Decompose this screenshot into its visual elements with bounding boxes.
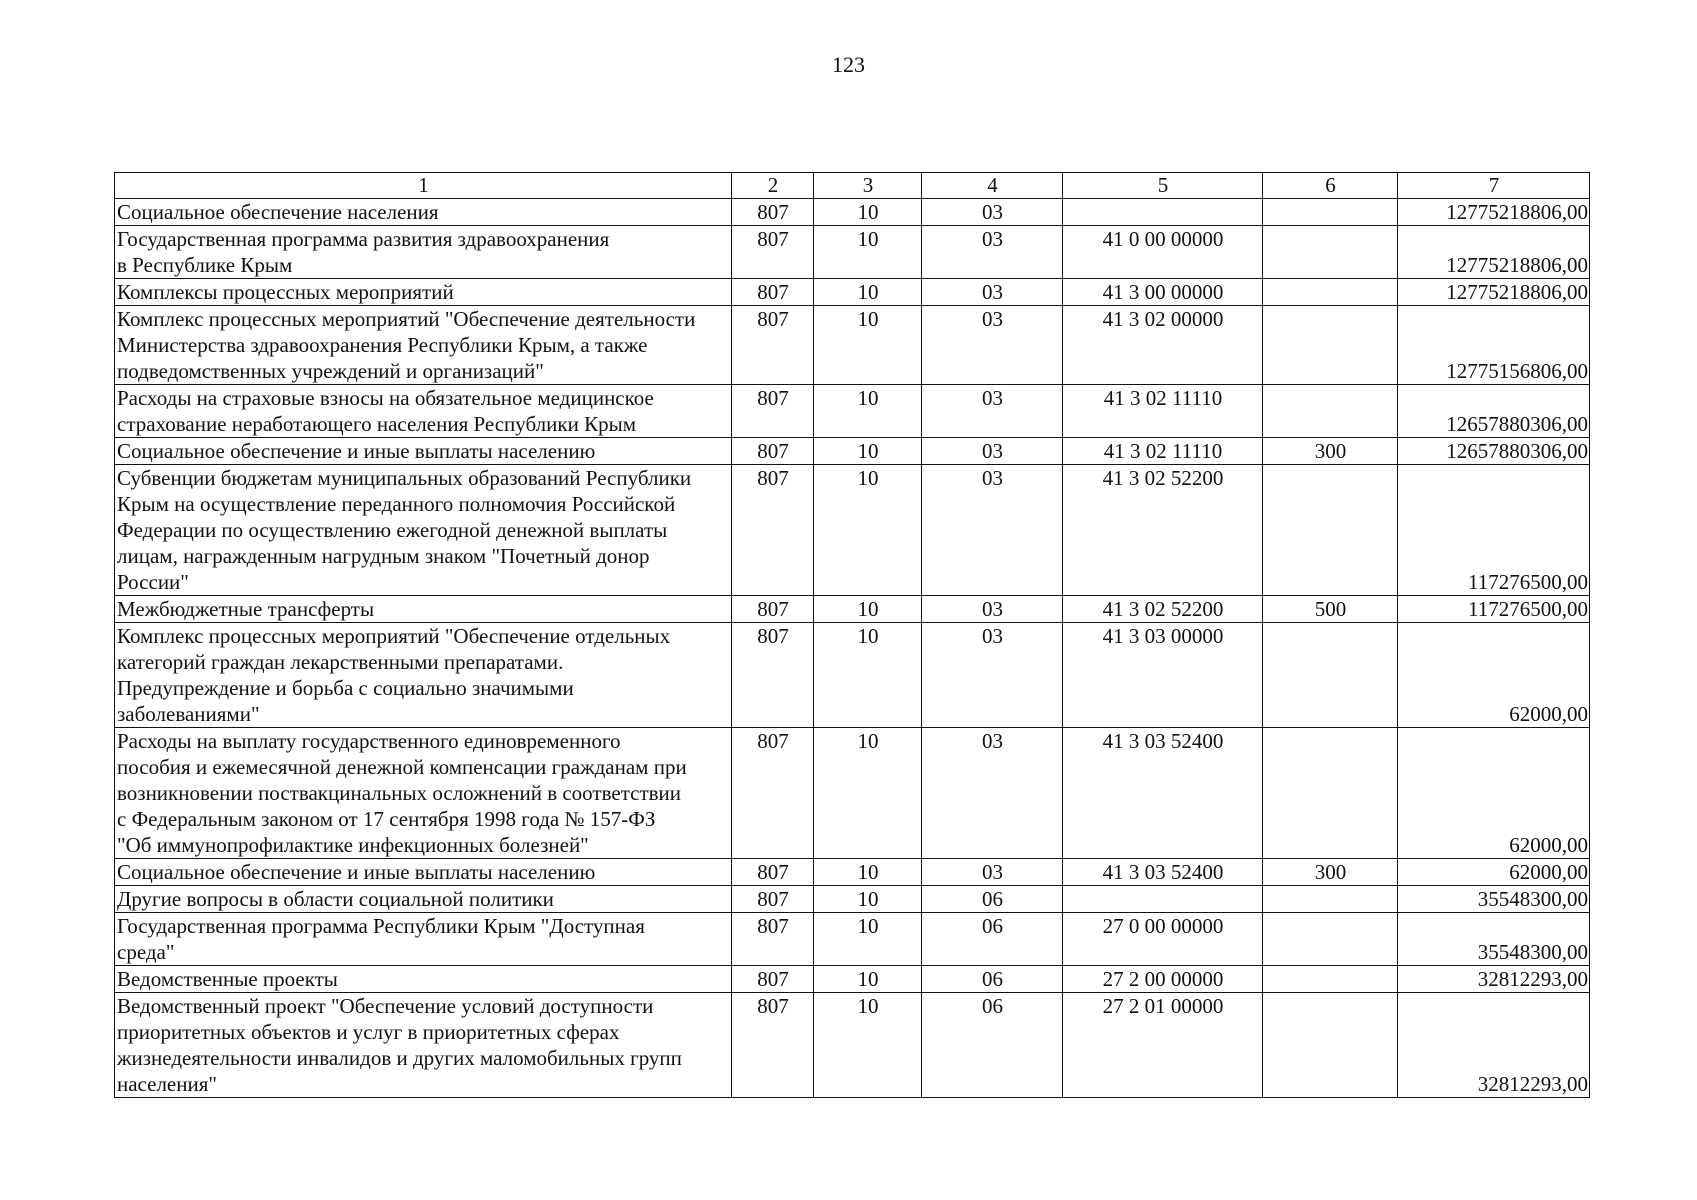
page-number: 123 bbox=[832, 52, 865, 77]
row-target-article-cell: 41 3 02 11110 bbox=[1063, 385, 1263, 438]
row-name-cell: Социальное обеспечение населения bbox=[115, 199, 732, 226]
row-target-article-cell: 41 3 03 52400 bbox=[1063, 728, 1263, 859]
row-expense-type-cell bbox=[1263, 465, 1398, 596]
row-expense-type-cell bbox=[1263, 913, 1398, 966]
row-target-article-cell: 27 2 01 00000 bbox=[1063, 993, 1263, 1098]
row-ministry-code-cell: 807 bbox=[732, 199, 814, 226]
table-row bbox=[115, 728, 1590, 859]
row-ministry-code-cell: 807 bbox=[732, 859, 814, 886]
row-expense-type-cell bbox=[1263, 886, 1398, 913]
row-name-cell: Комплекс процессных мероприятий "Обеспечение отдельных категорий граждан лекарственными препаратами. Предупреждение и борьба с социально значимыми заболеваниями" bbox=[115, 623, 732, 728]
row-name-cell: Другие вопросы в области социальной политики bbox=[115, 886, 732, 913]
table-header-row bbox=[115, 173, 1590, 199]
row-name-cell: Государственная программа развития здравоохранения в Республике Крым bbox=[115, 226, 732, 279]
row-amount-cell: 12775156806,00 bbox=[1398, 306, 1590, 385]
row-ministry-code-cell: 807 bbox=[732, 728, 814, 859]
row-section-cell: 10 bbox=[814, 199, 922, 226]
row-ministry-code-cell: 807 bbox=[732, 886, 814, 913]
row-amount-cell: 62000,00 bbox=[1398, 728, 1590, 859]
row-target-article-cell: 27 0 00 00000 bbox=[1063, 913, 1263, 966]
row-target-article-cell: 41 3 02 52200 bbox=[1063, 596, 1263, 623]
row-subsection-cell: 03 bbox=[922, 306, 1063, 385]
row-ministry-code-cell: 807 bbox=[732, 623, 814, 728]
row-expense-type-cell bbox=[1263, 226, 1398, 279]
row-expense-type-cell: 300 bbox=[1263, 438, 1398, 465]
row-subsection-cell: 03 bbox=[922, 728, 1063, 859]
row-amount-cell: 35548300,00 bbox=[1398, 886, 1590, 913]
row-name-cell: Ведомственные проекты bbox=[115, 966, 732, 993]
row-name-cell: Комплекс процессных мероприятий "Обеспечение деятельности Министерства здравоохранения Республики Крым, а также подведомственных учреждений и организаций" bbox=[115, 306, 732, 385]
row-target-article-cell: 41 3 03 52400 bbox=[1063, 859, 1263, 886]
row-target-article-cell: 41 3 00 00000 bbox=[1063, 279, 1263, 306]
row-expense-type-cell bbox=[1263, 993, 1398, 1098]
row-section-cell: 10 bbox=[814, 913, 922, 966]
table-row bbox=[115, 385, 1590, 438]
table-row bbox=[115, 993, 1590, 1098]
table-row bbox=[115, 306, 1590, 385]
row-subsection-cell: 06 bbox=[922, 966, 1063, 993]
row-ministry-code-cell: 807 bbox=[732, 279, 814, 306]
row-ministry-code-cell: 807 bbox=[732, 966, 814, 993]
row-ministry-code-cell: 807 bbox=[732, 913, 814, 966]
header-cell-4: 4 bbox=[922, 173, 1063, 199]
header-cell-2: 2 bbox=[732, 173, 814, 199]
row-section-cell: 10 bbox=[814, 465, 922, 596]
row-ministry-code-cell: 807 bbox=[732, 993, 814, 1098]
row-section-cell: 10 bbox=[814, 226, 922, 279]
row-name-cell: Государственная программа Республики Крым "Доступная среда" bbox=[115, 913, 732, 966]
row-subsection-cell: 03 bbox=[922, 465, 1063, 596]
table-row bbox=[115, 438, 1590, 465]
row-expense-type-cell bbox=[1263, 623, 1398, 728]
row-ministry-code-cell: 807 bbox=[732, 306, 814, 385]
row-target-article-cell: 41 3 02 52200 bbox=[1063, 465, 1263, 596]
row-name-cell: Межбюджетные трансферты bbox=[115, 596, 732, 623]
row-subsection-cell: 03 bbox=[922, 859, 1063, 886]
row-target-article-cell: 41 3 03 00000 bbox=[1063, 623, 1263, 728]
header-cell-6: 6 bbox=[1263, 173, 1398, 199]
row-subsection-cell: 03 bbox=[922, 385, 1063, 438]
row-section-cell: 10 bbox=[814, 306, 922, 385]
row-section-cell: 10 bbox=[814, 886, 922, 913]
row-target-article-cell: 41 3 02 11110 bbox=[1063, 438, 1263, 465]
budget-table bbox=[114, 172, 1590, 1098]
row-section-cell: 10 bbox=[814, 993, 922, 1098]
row-amount-cell: 117276500,00 bbox=[1398, 465, 1590, 596]
row-amount-cell: 62000,00 bbox=[1398, 623, 1590, 728]
row-name-cell: Расходы на выплату государственного единовременного пособия и ежемесячной денежной компенсации гражданам при возникновении поствакцинальных осложнений в соответствии с Федеральным законом от 17 сентября 1998 года № 157-ФЗ "Об иммунопрофилактике инфекционных болезней" bbox=[115, 728, 732, 859]
header-cell-3: 3 bbox=[814, 173, 922, 199]
row-name-cell: Комплексы процессных мероприятий bbox=[115, 279, 732, 306]
row-target-article-cell: 27 2 00 00000 bbox=[1063, 966, 1263, 993]
row-section-cell: 10 bbox=[814, 966, 922, 993]
row-ministry-code-cell: 807 bbox=[732, 438, 814, 465]
table-row bbox=[115, 966, 1590, 993]
row-expense-type-cell bbox=[1263, 306, 1398, 385]
row-target-article-cell: 41 0 00 00000 bbox=[1063, 226, 1263, 279]
table-row bbox=[115, 226, 1590, 279]
row-amount-cell: 32812293,00 bbox=[1398, 993, 1590, 1098]
header-cell-5: 5 bbox=[1063, 173, 1263, 199]
table-row bbox=[115, 623, 1590, 728]
table-row bbox=[115, 596, 1590, 623]
row-amount-cell: 12775218806,00 bbox=[1398, 279, 1590, 306]
row-ministry-code-cell: 807 bbox=[732, 465, 814, 596]
row-section-cell: 10 bbox=[814, 385, 922, 438]
row-subsection-cell: 03 bbox=[922, 199, 1063, 226]
row-subsection-cell: 03 bbox=[922, 623, 1063, 728]
row-subsection-cell: 03 bbox=[922, 279, 1063, 306]
row-expense-type-cell: 300 bbox=[1263, 859, 1398, 886]
row-target-article-cell: 41 3 02 00000 bbox=[1063, 306, 1263, 385]
row-name-cell: Социальное обеспечение и иные выплаты населению bbox=[115, 438, 732, 465]
table-row bbox=[115, 279, 1590, 306]
row-amount-cell: 32812293,00 bbox=[1398, 966, 1590, 993]
row-name-cell: Расходы на страховые взносы на обязательное медицинское страхование неработающего населения Республики Крым bbox=[115, 385, 732, 438]
row-ministry-code-cell: 807 bbox=[732, 385, 814, 438]
row-subsection-cell: 03 bbox=[922, 596, 1063, 623]
row-amount-cell: 12775218806,00 bbox=[1398, 226, 1590, 279]
row-expense-type-cell bbox=[1263, 385, 1398, 438]
table-row bbox=[115, 913, 1590, 966]
row-subsection-cell: 03 bbox=[922, 438, 1063, 465]
row-target-article-cell bbox=[1063, 199, 1263, 226]
table-row bbox=[115, 859, 1590, 886]
row-expense-type-cell bbox=[1263, 279, 1398, 306]
row-section-cell: 10 bbox=[814, 596, 922, 623]
row-name-cell: Социальное обеспечение и иные выплаты населению bbox=[115, 859, 732, 886]
row-subsection-cell: 06 bbox=[922, 993, 1063, 1098]
row-section-cell: 10 bbox=[814, 623, 922, 728]
row-section-cell: 10 bbox=[814, 728, 922, 859]
row-expense-type-cell bbox=[1263, 966, 1398, 993]
row-section-cell: 10 bbox=[814, 279, 922, 306]
row-name-cell: Ведомственный проект "Обеспечение условий доступности приоритетных объектов и услуг в приоритетных сферах жизнедеятельности инвалидов и других маломобильных групп населения" bbox=[115, 993, 732, 1098]
row-section-cell: 10 bbox=[814, 438, 922, 465]
header-cell-1: 1 bbox=[115, 173, 732, 199]
row-amount-cell: 117276500,00 bbox=[1398, 596, 1590, 623]
table-row bbox=[115, 465, 1590, 596]
row-subsection-cell: 06 bbox=[922, 886, 1063, 913]
row-target-article-cell bbox=[1063, 886, 1263, 913]
row-ministry-code-cell: 807 bbox=[732, 226, 814, 279]
table-row bbox=[115, 886, 1590, 913]
row-amount-cell: 35548300,00 bbox=[1398, 913, 1590, 966]
row-ministry-code-cell: 807 bbox=[732, 596, 814, 623]
header-cell-7: 7 bbox=[1398, 173, 1590, 199]
row-amount-cell: 12657880306,00 bbox=[1398, 385, 1590, 438]
row-section-cell: 10 bbox=[814, 859, 922, 886]
row-amount-cell: 12657880306,00 bbox=[1398, 438, 1590, 465]
row-amount-cell: 62000,00 bbox=[1398, 859, 1590, 886]
row-subsection-cell: 03 bbox=[922, 226, 1063, 279]
row-name-cell: Субвенции бюджетам муниципальных образований Республики Крым на осуществление переданного полномочия Российской Федерации по осуществлению ежегодной денежной выплаты лицам, награжденным нагрудным знаком "Почетный донор России" bbox=[115, 465, 732, 596]
row-expense-type-cell: 500 bbox=[1263, 596, 1398, 623]
table-row bbox=[115, 199, 1590, 226]
row-subsection-cell: 06 bbox=[922, 913, 1063, 966]
row-expense-type-cell bbox=[1263, 728, 1398, 859]
row-amount-cell: 12775218806,00 bbox=[1398, 199, 1590, 226]
row-expense-type-cell bbox=[1263, 199, 1398, 226]
